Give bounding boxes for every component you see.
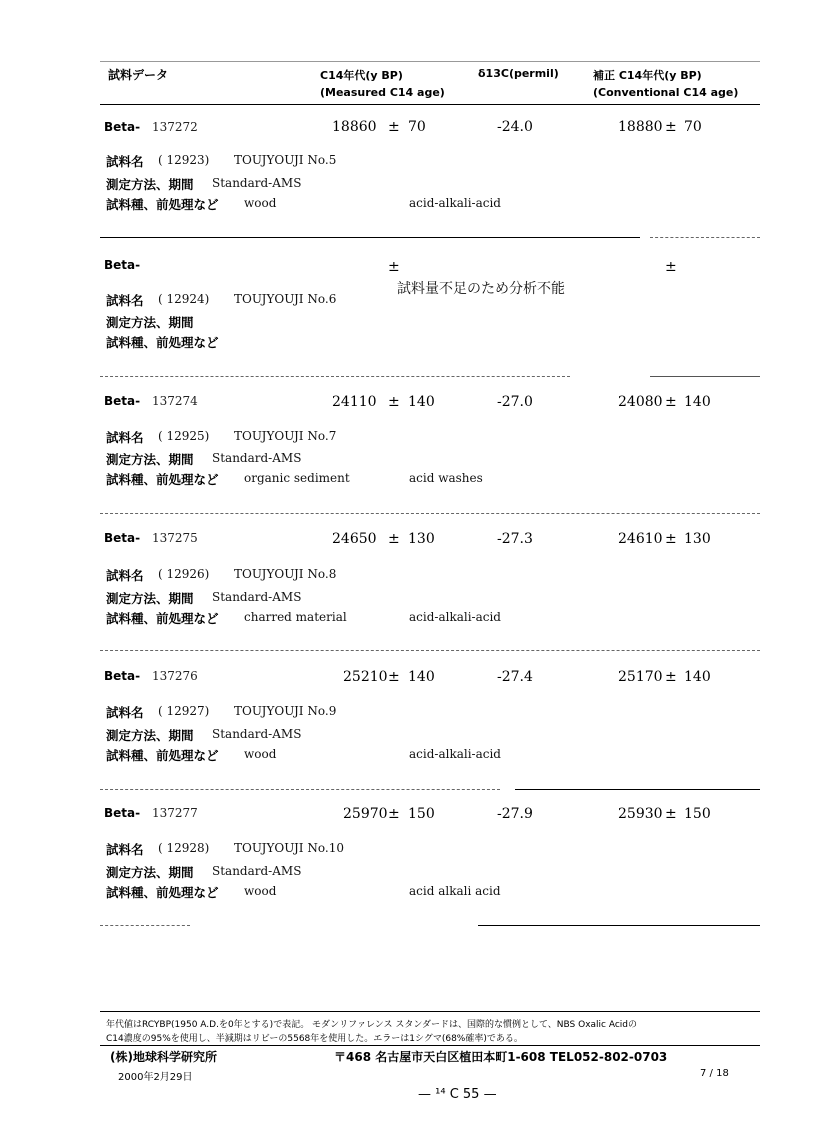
- entry-separator: [100, 376, 570, 377]
- entry-separator-tail: [650, 376, 760, 377]
- entry-separator: [100, 925, 190, 926]
- measured-error: 140: [408, 394, 435, 410]
- measured-error: 130: [408, 531, 435, 547]
- sample-code: ( 12924): [158, 292, 210, 306]
- plus-minus: ±: [665, 394, 677, 410]
- method-label: 測定方法、期間: [106, 315, 194, 330]
- sample-site: TOUJYOUJI No.9: [234, 704, 337, 718]
- header-c14-age: C14年代(y BP): [320, 69, 403, 82]
- sample-code: ( 12926): [158, 567, 210, 581]
- pretreat-value: acid-alkali-acid: [409, 196, 501, 210]
- pretreat-value: acid-alkali-acid: [409, 610, 501, 624]
- delta-c13: -27.0: [497, 394, 533, 410]
- entry-separator-tail: [478, 925, 760, 926]
- sample-code: ( 12925): [158, 429, 210, 443]
- method-label: 測定方法、期間: [106, 177, 194, 192]
- sample-name-label: 試料名: [106, 705, 144, 720]
- method-value: Standard-AMS: [212, 864, 302, 878]
- method-value: Standard-AMS: [212, 590, 302, 604]
- plus-minus: ±: [388, 531, 400, 547]
- footer-note-line1: 年代値はRCYBP(1950 A.D.を0年とする)で表記。 モダンリファレンス スタンダードは、国際的な慣例として、NBS Oxalic Acidの: [106, 1020, 638, 1030]
- plus-minus: ±: [388, 806, 400, 822]
- entry-separator: [100, 650, 760, 651]
- sample-site: TOUJYOUJI No.8: [234, 567, 337, 581]
- header-bottom-rule: [100, 104, 760, 105]
- conventional-age: 18880: [618, 119, 663, 135]
- company-name: (株)地球科学研究所: [110, 1050, 217, 1064]
- footer-rule: [100, 1011, 760, 1012]
- entry-separator-tail: [650, 237, 760, 238]
- method-label: 測定方法、期間: [106, 591, 194, 606]
- beta-prefix: Beta-: [104, 258, 141, 272]
- method-value: Standard-AMS: [212, 176, 302, 190]
- material-value: wood: [244, 747, 277, 761]
- beta-number: 137272: [152, 120, 198, 134]
- plus-minus: ±: [665, 119, 677, 135]
- sample-name-label: 試料名: [106, 154, 144, 169]
- beta-prefix: Beta-: [104, 120, 141, 134]
- plus-minus: ±: [665, 806, 677, 822]
- footer-note-line2: C14濃度の95%を使用し、半減期はリビーの5568年を使用した。エラーは1シグマ(68%確率)である。: [106, 1034, 523, 1044]
- entry-separator: [100, 237, 640, 238]
- beta-number: 137275: [152, 531, 198, 545]
- conventional-error: 150: [684, 806, 711, 822]
- beta-number: 137277: [152, 806, 198, 820]
- beta-prefix: Beta-: [104, 806, 141, 820]
- entry-separator-tail: [515, 789, 760, 790]
- measured-age: 18860: [332, 119, 377, 135]
- conventional-age: 24080: [618, 394, 663, 410]
- measured-error: 150: [408, 806, 435, 822]
- sample-name-label: 試料名: [106, 568, 144, 583]
- type-label: 試料種、前処理など: [106, 748, 219, 763]
- company-address: 〒468 名古屋市天白区植田本町1-608 TEL052-802-0703: [334, 1050, 668, 1064]
- header-top-rule: [100, 61, 760, 62]
- beta-prefix: Beta-: [104, 531, 141, 545]
- sample-site: TOUJYOUJI No.7: [234, 429, 337, 443]
- method-value: Standard-AMS: [212, 727, 302, 741]
- sample-code: ( 12923): [158, 153, 210, 167]
- beta-number: 137276: [152, 669, 198, 683]
- analysis-note: 試料量不足のため分析不能: [397, 281, 565, 297]
- method-value: Standard-AMS: [212, 451, 302, 465]
- material-value: charred material: [244, 610, 347, 624]
- conventional-error: 70: [684, 119, 702, 135]
- plus-minus: ±: [388, 394, 400, 410]
- plus-minus: ±: [388, 259, 400, 275]
- measured-age: 25210: [343, 669, 388, 685]
- sample-name-label: 試料名: [106, 842, 144, 857]
- delta-c13: -27.3: [497, 531, 533, 547]
- header-conventional: (Conventional C14 age): [593, 86, 739, 99]
- sample-site: TOUJYOUJI No.5: [234, 153, 337, 167]
- type-label: 試料種、前処理など: [106, 611, 219, 626]
- beta-number: 137274: [152, 394, 198, 408]
- measured-age: 24650: [332, 531, 377, 547]
- conventional-age: 25930: [618, 806, 663, 822]
- plus-minus: ±: [388, 669, 400, 685]
- sample-name-label: 試料名: [106, 293, 144, 308]
- method-label: 測定方法、期間: [106, 728, 194, 743]
- type-label: 試料種、前処理など: [106, 197, 219, 212]
- header-sample-data: 試料データ: [108, 68, 169, 82]
- pretreat-value: acid alkali acid: [409, 884, 501, 898]
- entry-separator: [100, 789, 500, 790]
- delta-c13: -24.0: [497, 119, 533, 135]
- entry-separator: [100, 513, 760, 514]
- type-label: 試料種、前処理など: [106, 335, 219, 350]
- plus-minus: ±: [665, 669, 677, 685]
- material-value: organic sediment: [244, 471, 350, 485]
- footer-rule-2: [100, 1045, 760, 1046]
- page-number: 7 / 18: [700, 1068, 729, 1079]
- method-label: 測定方法、期間: [106, 865, 194, 880]
- header-measured: (Measured C14 age): [320, 86, 445, 99]
- delta-c13: -27.4: [497, 669, 533, 685]
- sample-name-label: 試料名: [106, 430, 144, 445]
- pretreat-value: acid washes: [409, 471, 483, 485]
- report-date: 2000年2月29日: [118, 1072, 193, 1083]
- type-label: 試料種、前処理など: [106, 472, 219, 487]
- conventional-age: 24610: [618, 531, 663, 547]
- pretreat-value: acid-alkali-acid: [409, 747, 501, 761]
- measured-age: 24110: [332, 394, 377, 410]
- header-corrected: 補正 C14年代(y BP): [593, 69, 702, 82]
- sample-site: TOUJYOUJI No.6: [234, 292, 337, 306]
- plus-minus: ±: [665, 531, 677, 547]
- sample-code: ( 12927): [158, 704, 210, 718]
- beta-prefix: Beta-: [104, 394, 141, 408]
- measured-error: 140: [408, 669, 435, 685]
- delta-c13: -27.9: [497, 806, 533, 822]
- measured-age: 25970: [343, 806, 388, 822]
- conventional-error: 130: [684, 531, 711, 547]
- type-label: 試料種、前処理など: [106, 885, 219, 900]
- sample-code: ( 12928): [158, 841, 210, 855]
- material-value: wood: [244, 884, 277, 898]
- material-value: wood: [244, 196, 277, 210]
- conventional-age: 25170: [618, 669, 663, 685]
- plus-minus: ±: [388, 119, 400, 135]
- sample-site: TOUJYOUJI No.10: [234, 841, 344, 855]
- beta-prefix: Beta-: [104, 669, 141, 683]
- measured-error: 70: [408, 119, 426, 135]
- conventional-error: 140: [684, 669, 711, 685]
- header-delta: δ13C(permil): [478, 67, 559, 80]
- plus-minus: ±: [665, 259, 677, 275]
- conventional-error: 140: [684, 394, 711, 410]
- document-stamp: — ¹⁴ C 55 —: [418, 1087, 497, 1102]
- method-label: 測定方法、期間: [106, 452, 194, 467]
